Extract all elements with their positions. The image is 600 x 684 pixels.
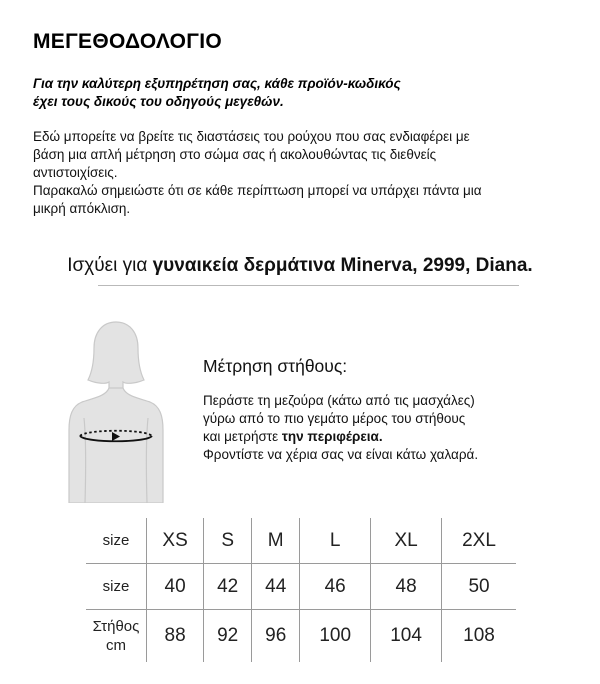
table-cell: 50: [442, 564, 516, 610]
applies-to-heading: [0, 255, 600, 277]
size-table: [86, 518, 516, 662]
table-cell: M: [252, 518, 300, 564]
instruction-line: Περάστε τη μεζούρα (κάτω από τις μασχάλες): [203, 393, 475, 408]
table-cell: 100: [300, 610, 371, 663]
applies-prefix: Ισχύει για: [67, 255, 153, 276]
table-cell: 46: [300, 564, 371, 610]
table-cell: XL: [371, 518, 442, 564]
row-label-unit: cm: [106, 637, 126, 654]
table-cell: 104: [371, 610, 442, 663]
measurement-instructions: [203, 392, 583, 464]
intro-note: [33, 75, 573, 111]
paragraph-line: αντιστοιχίσεις.: [33, 165, 118, 180]
measurement-title: Μέτρηση στήθους:: [203, 356, 348, 376]
table-cell: 2XL: [442, 518, 516, 564]
table-cell: 88: [147, 610, 204, 663]
table-cell: 48: [371, 564, 442, 610]
applies-products: γυναικεία δερμάτινα Minerva, 2999, Diana.: [152, 255, 533, 276]
paragraph-line: Εδώ μπορείτε να βρείτε τις διαστάσεις του ρούχου που σας ενδιαφέρει με: [33, 129, 470, 144]
table-cell: 40: [147, 564, 204, 610]
row-label-line: Στήθος: [92, 618, 140, 635]
row-label: size: [102, 532, 130, 549]
table-cell: S: [204, 518, 252, 564]
paragraph-line: βάση μια απλή μέτρηση στο σώμα σας ή ακολουθώντας τις διεθνείς: [33, 147, 437, 162]
torso-shape: [69, 388, 163, 503]
instruction-line: γύρω από το πιο γεμάτο μέρος του στήθους: [203, 411, 466, 426]
table-cell: L: [300, 518, 371, 564]
table-cell: 108: [442, 610, 516, 663]
intro-paragraph: [33, 128, 573, 218]
instruction-line: Φροντίστε να χέρια σας να είναι κάτω χαλαρά.: [203, 447, 479, 462]
table-cell: 96: [252, 610, 300, 663]
paragraph-line: μικρή απόκλιση.: [33, 201, 131, 216]
table-row: [86, 518, 516, 564]
table-row: [86, 564, 516, 610]
head-shape: [88, 322, 144, 390]
table-row: [86, 610, 516, 663]
instruction-text: και μετρήστε: [203, 429, 282, 444]
body-silhouette-icon: [62, 318, 170, 503]
paragraph-line: Παρακαλώ σημειώστε ότι σε κάθε περίπτωση μπορεί να υπάρχει πάντα μια: [33, 183, 482, 198]
row-label: size: [102, 578, 130, 595]
intro-line: Για την καλύτερη εξυπηρέτηση σας, κάθε προϊόν-κωδικός: [33, 76, 401, 91]
table-cell: 42: [204, 564, 252, 610]
table-cell: 44: [252, 564, 300, 610]
intro-line: έχει τους δικούς του οδηγούς μεγεθών.: [33, 94, 284, 109]
instruction-line: [203, 428, 583, 446]
row-label: [86, 610, 147, 663]
page-title: ΜΕΓΕΘΟΔΟΛΟΓΙΟ: [33, 30, 223, 53]
table-cell: 92: [204, 610, 252, 663]
table-cell: XS: [147, 518, 204, 564]
instruction-emphasis: την περιφέρεια.: [281, 429, 383, 444]
divider: [98, 285, 519, 286]
